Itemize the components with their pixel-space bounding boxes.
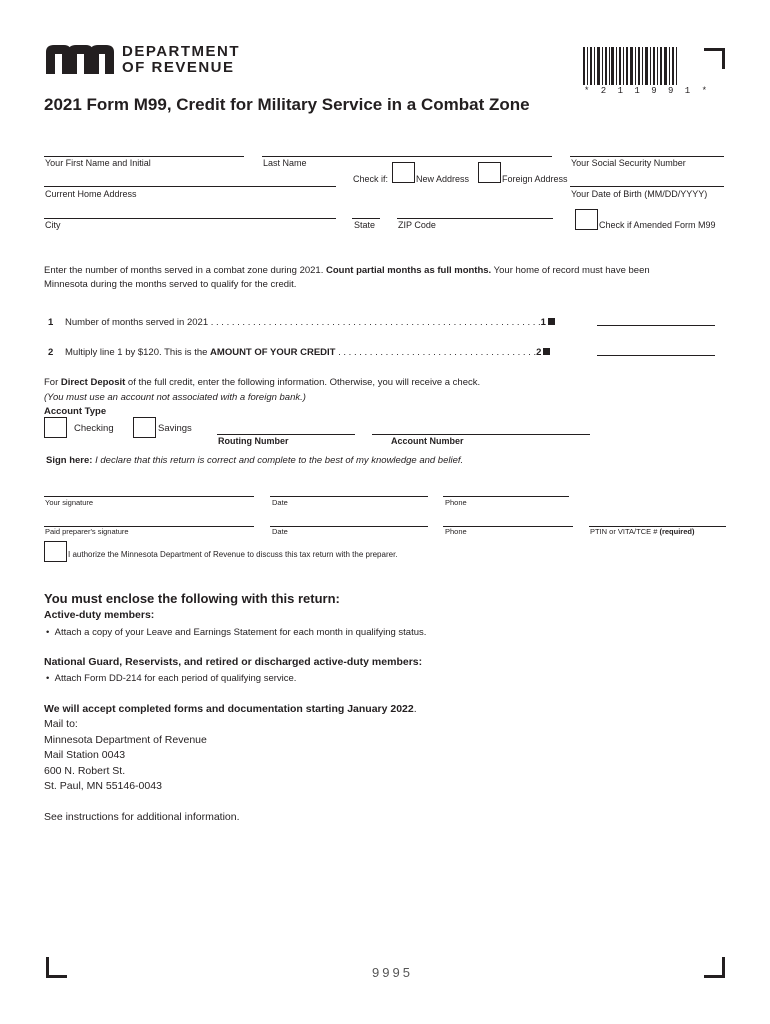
line-2-ref: 2 [536,347,542,358]
date-1-label: Date [272,498,288,507]
intro-bold: Count partial months as full months. [326,265,492,276]
line-2-number: 2 [48,347,54,358]
sign-here-label: Sign here: [46,455,93,466]
see-instructions: See instructions for additional information. [44,811,240,823]
barcode-number: * 2 1 1 9 9 1 * [584,86,711,96]
intro-line-1 [44,265,650,276]
savings-checkbox[interactable] [133,417,156,438]
account-type-label: Account Type [44,406,107,417]
guard-heading: National Guard, Reservists, and retired or discharged active-duty members: [44,656,423,668]
declaration-text: I declare that this return is correct and complete to the best of my knowledge and belief. [92,455,464,466]
ptin-label [590,527,694,536]
your-signature-input[interactable] [44,496,254,497]
intro-text-1: Enter the number of months served in a combat zone during 2021. [44,265,326,276]
new-address-label: New Address [416,174,470,184]
date-2-input[interactable] [270,526,428,527]
mn-logo-icon [44,42,116,76]
foreign-address-label: Foreign Address [502,174,568,184]
last-name-label: Last Name [263,158,307,168]
corner-bottom-left [46,957,67,978]
line-2-bold: AMOUNT OF YOUR CREDIT [210,347,336,358]
accept-bold: We will accept completed forms and documentation starting January 2022 [44,703,414,715]
line-1-number: 1 [48,317,54,328]
first-name-line [44,156,244,157]
phone-1-label: Phone [445,498,467,507]
savings-label: Savings [158,423,192,434]
deposit-intro-bold: Direct Deposit [60,377,126,388]
home-address-label: Current Home Address [45,189,137,199]
line-1-ref: 1 [540,317,546,328]
ssn-line [570,156,724,157]
phone-1-input[interactable] [443,496,569,497]
corner-top-right [704,48,725,69]
phone-2-label: Phone [445,527,467,536]
checking-label: Checking [74,423,114,434]
check-if-label: Check if: [353,174,389,184]
accept-end: . [413,703,417,715]
your-signature-label: Your signature [45,498,94,507]
page-code: 9995 [372,965,413,980]
active-duty-bullet-text: Attach a copy of your Leave and Earnings Statement for each month in qualifying status. [54,627,427,638]
dob-label: Your Date of Birth (MM/DD/YYYY) [571,189,708,199]
home-address-line [44,186,336,187]
barcode-icon [583,47,679,85]
active-duty-bullet [46,627,426,638]
guard-bullet-text: Attach Form DD-214 for each period of qualifying service. [54,673,297,684]
preparer-signature-label: Paid preparer's signature [45,527,129,536]
date-2-label: Date [272,527,288,536]
state-label: State [354,220,376,230]
new-address-checkbox[interactable] [392,162,415,183]
dept-line-1: DEPARTMENT [122,43,241,60]
deposit-intro-post: of the full credit, enter the following information. Otherwise, you will receive a check. [125,377,481,388]
line-2-square-icon [543,348,550,355]
city-label: City [45,220,61,230]
department-logo [44,42,244,78]
date-1-input[interactable] [270,496,428,497]
corner-bottom-right [704,957,725,978]
guard-bullet [46,673,296,684]
active-duty-heading: Active-duty members: [44,609,155,621]
line-1-input[interactable] [597,325,715,326]
line-1-square-icon [548,318,555,325]
authorize-label: I authorize the Minnesota Department of Revenue to discuss this tax return with the preparer. [68,550,398,559]
ptin-required: (required) [659,527,695,536]
bullet-icon: • [46,627,55,638]
checking-checkbox[interactable] [44,417,67,438]
address-line-2: Mail Station 0043 [44,749,126,761]
ssn-label: Your Social Security Number [571,158,686,168]
address-line-3: 600 N. Robert St. [44,765,126,777]
deposit-intro-pre: For [44,377,61,388]
mail-to: Mail to: [44,718,78,730]
intro-line-2: Minnesota during the months served to qualify for the credit. [44,279,297,290]
account-number-label: Account Number [391,436,464,446]
zip-line [397,218,553,219]
first-name-label: Your First Name and Initial [45,158,151,168]
line-1-text [65,317,555,328]
line-2-dots: . . . . . . . . . . . . . . . . . . . . . . . . . . . . . . . . . . . . . . [335,347,537,358]
line-2-text [65,347,550,358]
zip-label: ZIP Code [398,220,436,230]
line-1-description: Number of months served in 2021 . . . . . . . . . . . . . . . . . . . . . . . . . . . . . . . . . . . . . . . . . . . . . . . . . . . . . . . . . . . . . . . [65,317,541,328]
foreign-address-checkbox[interactable] [478,162,501,183]
routing-number-input[interactable] [217,434,355,435]
dept-line-2: OF REVENUE [122,59,235,76]
deposit-intro [44,377,480,388]
ptin-label-text: PTIN or VITA/TCE # [590,527,660,536]
dob-line [570,186,724,187]
address-line-4: St. Paul, MN 55146-0043 [44,780,162,792]
line-2-input[interactable] [597,355,715,356]
form-title: 2021 Form M99, Credit for Military Service in a Combat Zone [44,95,530,114]
authorize-checkbox[interactable] [44,541,67,562]
deposit-note: (You must use an account not associated with a foreign bank.) [44,392,306,403]
barcode [583,47,679,85]
enclose-heading: You must enclose the following with this return: [44,591,340,606]
intro-text-2: Your home of record must have been [491,265,650,276]
last-name-line [262,156,552,157]
account-number-input[interactable] [372,434,590,435]
state-line [352,218,380,219]
amended-label: Check if Amended Form M99 [599,220,716,230]
line-2-description: Multiply line 1 by $120. This is the [65,347,211,358]
accept-line [44,703,417,715]
city-line [44,218,336,219]
address-line-1: Minnesota Department of Revenue [44,734,207,746]
amended-checkbox[interactable] [575,209,598,230]
sign-here-line [46,455,463,466]
routing-number-label: Routing Number [218,436,289,446]
bullet-icon: • [46,673,55,684]
